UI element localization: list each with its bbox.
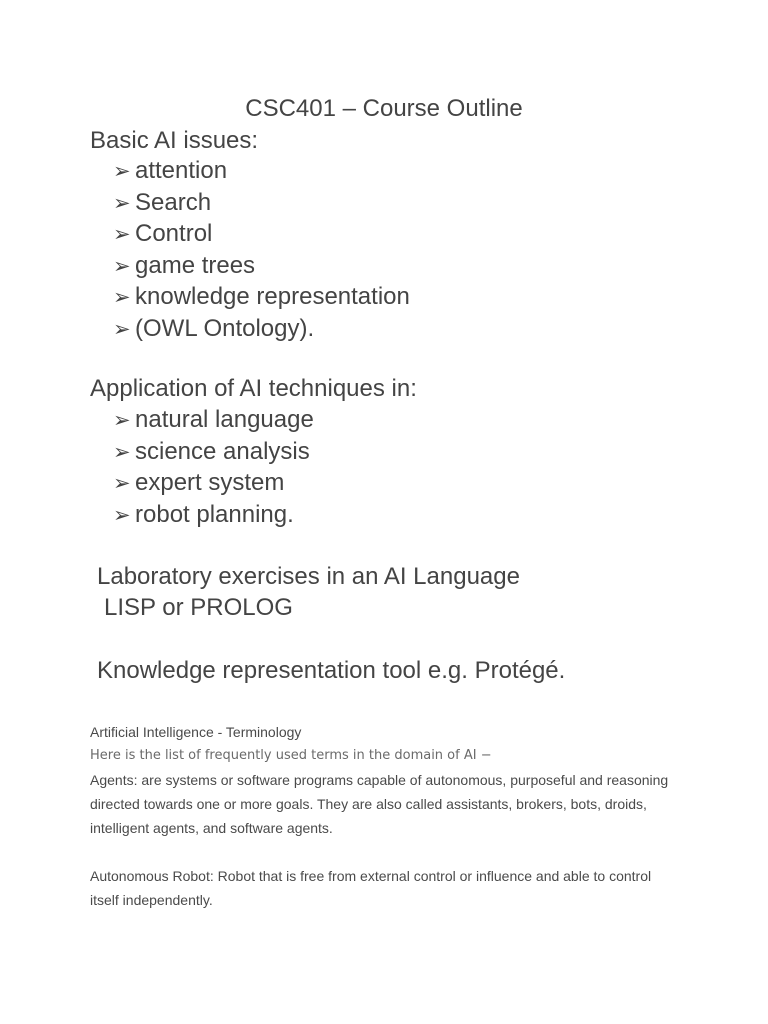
basic-ai-list (113, 155, 410, 345)
arrow-bullet-icon: ➢ (113, 439, 131, 464)
lab-exercises-line: Laboratory exercises in an AI Language (97, 563, 520, 590)
list-item: ➢ Search (113, 187, 410, 219)
list-item: ➢ expert system (113, 467, 314, 499)
arrow-bullet-icon: ➢ (113, 408, 131, 432)
list-item: ➢ attention (113, 155, 410, 187)
knowledge-tool-line: Knowledge representation tool e.g. Protégé. (97, 657, 566, 684)
arrow-bullet-icon: ➢ (113, 253, 131, 278)
list-item: ➢ robot planning. (113, 499, 314, 531)
arrow-bullet-icon: ➢ (113, 159, 131, 183)
applications-list (113, 404, 314, 530)
list-item: ➢ science analysis (113, 436, 314, 468)
terminology-heading: Artificial Intelligence - Terminology (90, 724, 302, 740)
arrow-bullet-icon: ➢ (113, 222, 131, 247)
page-title: CSC401 – Course Outline (245, 95, 523, 122)
section-heading-basic-ai: Basic AI issues: (90, 127, 259, 154)
arrow-bullet-icon: ➢ (113, 316, 131, 341)
list-item: ➢ Control (113, 218, 410, 250)
list-item: ➢ knowledge representation (113, 281, 410, 313)
terminology-intro: Here is the list of frequently used terms in the domain of AI − (90, 748, 492, 763)
agents-paragraph: Agents: are systems or software programs capable of autonomous, purposeful and reasoning directed towards one or more goals. They are also called assistants, brokers, bots, droids, intelligent agents, and software agents. (90, 772, 669, 836)
terminology-section (90, 720, 670, 912)
autonomous-robot-paragraph: Autonomous Robot: Robot that is free from external control or influence and able to control itself independently. (90, 868, 652, 908)
arrow-bullet-icon: ➢ (113, 285, 131, 310)
list-item: ➢ natural language (113, 404, 314, 436)
arrow-bullet-icon: ➢ (113, 190, 131, 215)
list-item: ➢ (OWL Ontology). (113, 313, 410, 345)
lab-languages-line: LISP or PROLOG (104, 594, 293, 621)
list-item: ➢ game trees (113, 250, 410, 282)
arrow-bullet-icon: ➢ (113, 502, 131, 527)
arrow-bullet-icon: ➢ (113, 471, 131, 496)
section-heading-applications: Application of AI techniques in: (90, 375, 417, 402)
